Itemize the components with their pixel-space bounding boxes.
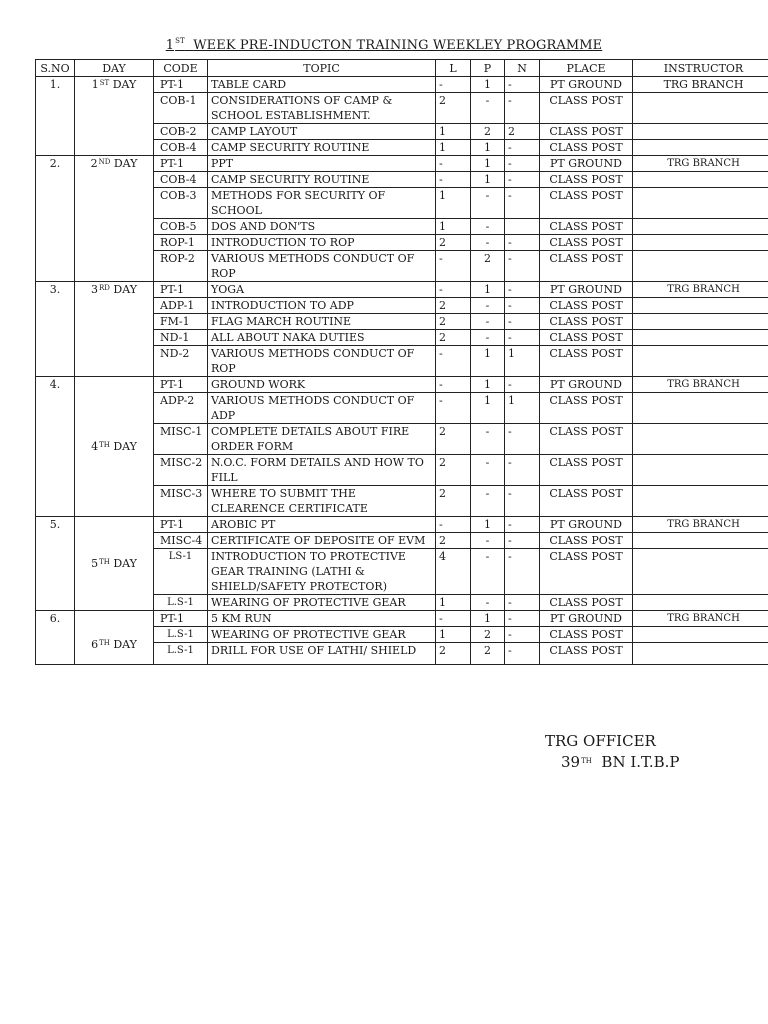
day-word: DAY [112,78,137,91]
cell-code: ND-2 [154,346,208,377]
cell-place: CLASS POST [540,140,633,156]
cell-instructor: TRG BRANCH [633,611,768,627]
cell-code: COB-4 [154,140,208,156]
cell-instructor: TRG BRANCH [633,77,768,93]
cell-p: - [471,486,505,517]
cell-instructor-empty [633,188,768,219]
header-topic: TOPIC [208,60,436,77]
title-week-suffix: ST [175,37,185,45]
cell-instructor-empty [633,314,768,330]
day-suffix: TH [99,441,110,449]
cell-n: - [505,517,540,533]
cell-instructor-empty [633,455,768,486]
cell-n: - [505,314,540,330]
cell-code: COB-4 [154,172,208,188]
signature-block [545,731,679,773]
day-word: DAY [113,440,137,453]
header-p: P [471,60,505,77]
cell-place: CLASS POST [540,219,633,235]
cell-p: 1 [471,611,505,627]
cell-l: 4 [436,549,471,595]
cell-p: 2 [471,251,505,282]
cell-l: 2 [436,643,471,665]
cell-p: 1 [471,393,505,424]
cell-n: - [505,549,540,595]
day-number: 3 [91,283,98,296]
cell-code: MISC-1 [154,424,208,455]
table-row [36,611,768,627]
cell-l: - [436,393,471,424]
cell-p: 1 [471,77,505,93]
cell-instructor-empty [633,298,768,314]
cell-code: L.S-1 [154,627,208,643]
header-instructor: INSTRUCTOR [633,60,768,77]
cell-n: - [505,156,540,172]
cell-l: 2 [436,330,471,346]
cell-place: PT GROUND [540,611,633,627]
signature-title: TRG OFFICER [545,732,656,750]
cell-n: 1 [505,393,540,424]
cell-p: 2 [471,124,505,140]
table-row [36,156,768,172]
cell-topic: ALL ABOUT NAKA DUTIES [208,330,436,346]
header-code: CODE [154,60,208,77]
cell-day [75,77,154,156]
cell-topic: VARIOUS METHODS CONDUCT OF ROP [208,346,436,377]
cell-l: 2 [436,533,471,549]
table-row [36,282,768,298]
cell-instructor-empty [633,235,768,251]
cell-l: - [436,346,471,377]
cell-instructor-empty [633,251,768,282]
cell-p: - [471,188,505,219]
cell-instructor-empty [633,140,768,156]
day-word: DAY [113,283,137,296]
cell-l: 2 [436,298,471,314]
training-schedule-table [35,59,768,665]
cell-n: - [505,140,540,156]
cell-place: CLASS POST [540,643,633,665]
cell-instructor-empty [633,533,768,549]
cell-l: - [436,611,471,627]
cell-n: - [505,251,540,282]
table-row [36,377,768,393]
cell-place: CLASS POST [540,455,633,486]
cell-instructor-empty [633,549,768,595]
cell-p: - [471,298,505,314]
cell-l: 1 [436,219,471,235]
cell-instructor: TRG BRANCH [633,377,768,393]
cell-topic: METHODS FOR SECURITY OF SCHOOL [208,188,436,219]
cell-p: - [471,93,505,124]
cell-l: - [436,517,471,533]
cell-instructor-empty [633,393,768,424]
cell-place: PT GROUND [540,156,633,172]
cell-place: CLASS POST [540,424,633,455]
cell-instructor-empty [633,627,768,643]
cell-code: MISC-2 [154,455,208,486]
cell-instructor-empty [633,172,768,188]
cell-topic: GROUND WORK [208,377,436,393]
cell-place: CLASS POST [540,298,633,314]
cell-p: 1 [471,346,505,377]
cell-p: - [471,314,505,330]
cell-p: - [471,549,505,595]
cell-l: 1 [436,124,471,140]
cell-place: PT GROUND [540,282,633,298]
table-row [36,77,768,93]
cell-code: ND-1 [154,330,208,346]
cell-n: - [505,298,540,314]
page-title [0,38,768,53]
cell-place: CLASS POST [540,314,633,330]
day-suffix: RD [99,284,110,292]
cell-place: CLASS POST [540,330,633,346]
cell-instructor-empty [633,330,768,346]
cell-instructor-empty [633,124,768,140]
cell-place: CLASS POST [540,251,633,282]
header-n: N [505,60,540,77]
day-suffix: TH [99,639,110,647]
cell-topic: AROBIC PT [208,517,436,533]
cell-code: COB-1 [154,93,208,124]
cell-code: PT-1 [154,377,208,393]
table-row [36,517,768,533]
cell-l: 1 [436,188,471,219]
cell-topic: DOS AND DON'TS [208,219,436,235]
cell-topic: COMPLETE DETAILS ABOUT FIRE ORDER FORM [208,424,436,455]
cell-n: - [505,282,540,298]
cell-p: 1 [471,156,505,172]
cell-n: - [505,172,540,188]
signature-unit [545,752,679,773]
cell-topic: DRILL FOR USE OF LATHI/ SHIELD [208,643,436,665]
cell-n: - [505,595,540,611]
cell-p: 1 [471,172,505,188]
cell-code: L.S-1 [154,643,208,665]
header-sno: S.NO [36,60,75,77]
cell-n: 1 [505,346,540,377]
cell-instructor-empty [633,643,768,665]
cell-n: - [505,627,540,643]
cell-l: 2 [436,235,471,251]
cell-code: PT-1 [154,77,208,93]
cell-day [75,611,154,665]
cell-place: CLASS POST [540,393,633,424]
cell-sno: 6. [36,611,75,665]
cell-day [75,377,154,517]
signature-unit-text: BN I.T.B.P [601,753,680,771]
cell-topic: CONSIDERATIONS OF CAMP & SCHOOL ESTABLISHMENT. [208,93,436,124]
day-suffix: ST [99,79,110,87]
cell-place: CLASS POST [540,172,633,188]
cell-topic: VARIOUS METHODS CONDUCT OF ROP [208,251,436,282]
cell-topic: FLAG MARCH ROUTINE [208,314,436,330]
cell-instructor-empty [633,93,768,124]
cell-l: - [436,156,471,172]
cell-p: 2 [471,643,505,665]
cell-topic: TABLE CARD [208,77,436,93]
cell-topic: CAMP SECURITY ROUTINE [208,172,436,188]
cell-n: 2 [505,124,540,140]
cell-n: - [505,533,540,549]
cell-day [75,282,154,377]
cell-l: 2 [436,486,471,517]
signature-unit-suffix: TH [581,757,592,765]
cell-code: PT-1 [154,611,208,627]
cell-instructor-empty [633,219,768,235]
cell-day [75,156,154,282]
day-word: DAY [113,157,138,170]
cell-code: FM-1 [154,314,208,330]
cell-n: - [505,643,540,665]
cell-p: 1 [471,140,505,156]
cell-place: CLASS POST [540,188,633,219]
cell-n: - [505,93,540,124]
cell-topic: CAMP SECURITY ROUTINE [208,140,436,156]
cell-p: - [471,533,505,549]
cell-topic: CERTIFICATE OF DEPOSITE OF EVM [208,533,436,549]
cell-p: - [471,235,505,251]
cell-instructor-empty [633,346,768,377]
day-word: DAY [113,557,137,570]
cell-l: 2 [436,424,471,455]
cell-l: - [436,77,471,93]
cell-topic: CAMP LAYOUT [208,124,436,140]
cell-p: 2 [471,627,505,643]
cell-place: CLASS POST [540,533,633,549]
cell-l: 2 [436,314,471,330]
cell-instructor: TRG BRANCH [633,156,768,172]
cell-topic: WHERE TO SUBMIT THE CLEARENCE CERTIFICATE [208,486,436,517]
cell-place: CLASS POST [540,346,633,377]
cell-n: - [505,330,540,346]
day-suffix: TH [99,558,110,566]
cell-topic: YOGA [208,282,436,298]
cell-p: - [471,330,505,346]
cell-p: - [471,595,505,611]
cell-instructor: TRG BRANCH [633,517,768,533]
cell-l: 2 [436,93,471,124]
cell-instructor-empty [633,595,768,611]
cell-topic: WEARING OF PROTECTIVE GEAR [208,595,436,611]
cell-l: 1 [436,627,471,643]
table-header-row [36,60,768,77]
cell-p: 1 [471,282,505,298]
cell-code: PT-1 [154,517,208,533]
cell-p: - [471,455,505,486]
cell-code: ADP-2 [154,393,208,424]
header-day: DAY [75,60,154,77]
cell-place: CLASS POST [540,595,633,611]
cell-place: PT GROUND [540,517,633,533]
day-number: 1 [91,78,99,91]
cell-place: CLASS POST [540,93,633,124]
cell-topic: INTRODUCTION TO ROP [208,235,436,251]
cell-code: ROP-1 [154,235,208,251]
cell-sno: 1. [36,77,75,156]
cell-code: COB-3 [154,188,208,219]
cell-place: CLASS POST [540,549,633,595]
day-suffix: ND [98,158,111,166]
header-l: L [436,60,471,77]
cell-topic: 5 KM RUN [208,611,436,627]
cell-code: L.S-1 [154,595,208,611]
cell-p: 1 [471,377,505,393]
cell-code: ROP-2 [154,251,208,282]
title-underlined [166,38,603,53]
cell-n: - [505,455,540,486]
cell-l: - [436,251,471,282]
cell-place: CLASS POST [540,627,633,643]
cell-p: 1 [471,517,505,533]
cell-sno: 2. [36,156,75,282]
table-body [36,77,768,665]
cell-instructor-empty [633,486,768,517]
cell-n: - [505,486,540,517]
cell-n: - [505,235,540,251]
title-text: WEEK PRE-INDUCTON TRAINING WEEKLEY PROGRAMME [193,38,603,53]
cell-topic: WEARING OF PROTECTIVE GEAR [208,627,436,643]
cell-code: MISC-4 [154,533,208,549]
cell-code: COB-5 [154,219,208,235]
cell-l: 2 [436,455,471,486]
cell-l: - [436,282,471,298]
cell-n: - [505,77,540,93]
title-week-number: 1 [165,38,175,53]
cell-topic: INTRODUCTION TO ADP [208,298,436,314]
cell-topic: PPT [208,156,436,172]
cell-place: CLASS POST [540,124,633,140]
cell-code: ADP-1 [154,298,208,314]
cell-sno: 5. [36,517,75,611]
cell-day [75,517,154,611]
cell-instructor-empty [633,424,768,455]
cell-code: PT-1 [154,282,208,298]
cell-n: - [505,424,540,455]
cell-p: - [471,219,505,235]
day-word: DAY [113,638,137,651]
cell-instructor: TRG BRANCH [633,282,768,298]
cell-l: - [436,377,471,393]
day-number: 2 [90,157,98,170]
cell-topic: INTRODUCTION TO PROTECTIVE GEAR TRAINING (LATHI & SHIELD/SAFETY PROTECTOR) [208,549,436,595]
cell-l: - [436,172,471,188]
cell-topic: VARIOUS METHODS CONDUCT OF ADP [208,393,436,424]
cell-code: MISC-3 [154,486,208,517]
header-place: PLACE [540,60,633,77]
cell-l: 1 [436,140,471,156]
cell-n [505,219,540,235]
cell-place: CLASS POST [540,235,633,251]
cell-place: PT GROUND [540,77,633,93]
cell-n: - [505,377,540,393]
cell-sno: 4. [36,377,75,517]
day-number: 5 [91,557,99,570]
day-number: 6 [91,638,99,651]
cell-place: PT GROUND [540,377,633,393]
cell-code: LS-1 [154,549,208,595]
day-number: 4 [91,440,99,453]
cell-code: PT-1 [154,156,208,172]
cell-p: - [471,424,505,455]
cell-topic: N.O.C. FORM DETAILS AND HOW TO FILL [208,455,436,486]
cell-n: - [505,188,540,219]
cell-place: CLASS POST [540,486,633,517]
cell-code: COB-2 [154,124,208,140]
cell-n: - [505,611,540,627]
cell-l: 1 [436,595,471,611]
cell-sno: 3. [36,282,75,377]
signature-unit-number: 39 [561,753,581,771]
